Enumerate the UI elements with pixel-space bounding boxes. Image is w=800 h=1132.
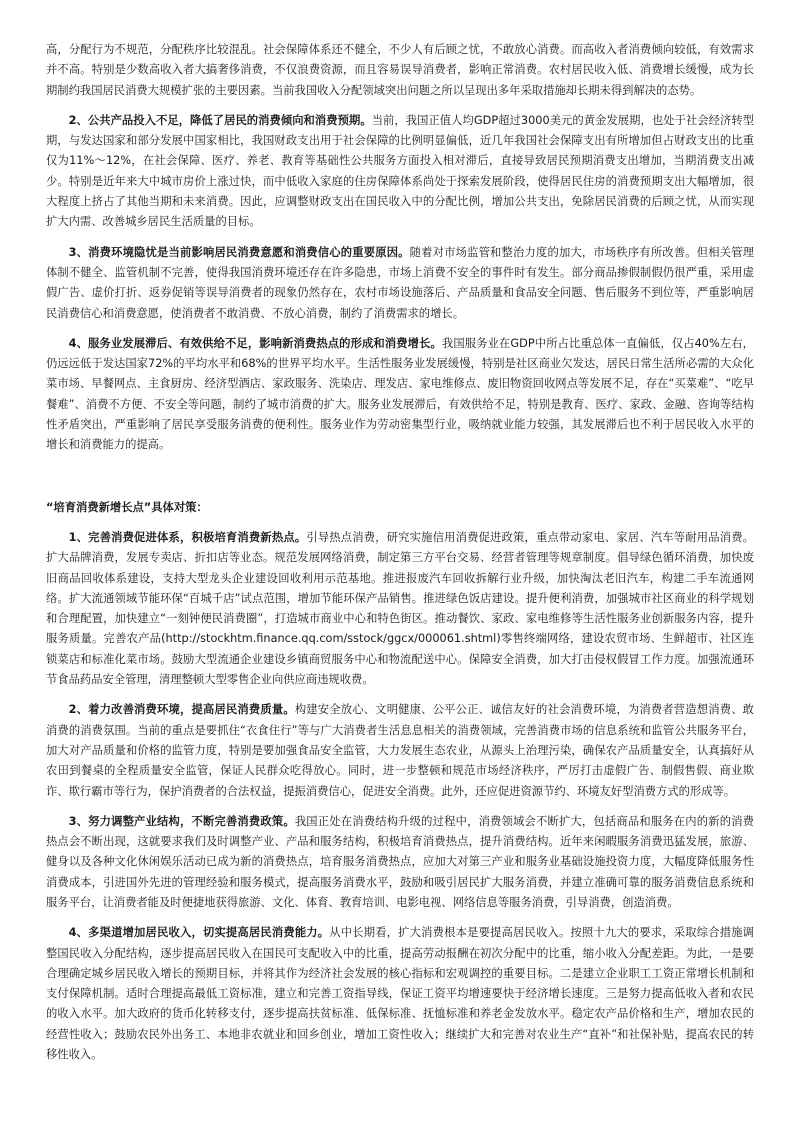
measure-3-body: 我国正处在消费结构升级的过程中，消费领域会不断扩大，包括商品和服务在内的新的消费热点会不断出现，这就要求我们及时调整产业、产品和服务结构，积极培育消费热点，提升消费结构。近年来闲暇服务消费迅猛发展，旅游、健身以及各种文化休闲娱乐活动已成为新的消费热点，培育服务消费热点，应加大对第三产业和服务业基础设施投资力度，大幅度降低服务性消费成本，引进国外先进的管理经验和服务模式，提高服务消费水平，鼓励和吸引居民扩大服务消费，并建立准确可靠的服务消费信息系统和服务平台，让消费者能及时便捷地获得旅游、文化、体育、教育培训、电影电视、网络信息等服务消费，引导消费，创造消费。 xyxy=(46,814,754,909)
measure-4-lead: 4、多渠道增加居民收入，切实提高居民消费能力。 xyxy=(68,926,330,940)
problem-paragraph-4 xyxy=(46,334,754,456)
measure-1-body: 引导热点消费，研究实施信用消费促进政策，重点带动家电、家居、汽车等耐用品消费。扩大品牌消费，发展专卖店、折扣店等业态。规范发展网络消费，制定第三方平台交易、经营者管理等规章制度。倡导绿色循环消费，加快废旧商品回收体系建设，支持大型龙头企业建设回收利用示范基地。推进报废汽车回收拆解行业升级，加快淘汰老旧汽车，构建二手车流通网络。扩大流通领域节能环保“百城千店”试点范围，增加节能环保产品销售。推进绿色饭店建设。提升便利消费，加强城市社区商业的科学规划和合理配置，加快建立“一刻钟便民消费圈”，打造城市商业中心和特色街区。推动餐饮、家政、家电维修等生活性服务业创新服务内容，提升服务质量。完善农产品(http://stockhtm.finance.qq.com/sstock/ggcx/000061.shtml)零售终端网络，建设农贸市场、生鲜超市、社区连锁菜店和标准化菜市场。鼓励大型流通企业建设乡镇商贸服务中心和物流配送中心。保障安全消费，加大打击侵权假冒工作力度。加强流通环节食品药品安全管理，清理整顿大型零售企业向供应商违规收费。 xyxy=(46,530,754,687)
measure-3-lead: 3、努力调整产业结构，不断完善消费政策。 xyxy=(68,814,295,828)
continuation-text: 高，分配行为不规范，分配秩序比较混乱。社会保障体系还不健全，不少人有后顾之忧，不敢放心消费。而高收入者消费倾向较低，有效需求并不高。特别是少数高收入者大搞奢侈消费，不仅浪费资源，而且容易误导消费者，影响正常消费。农村居民收入低、消费增长缓慢，成为长期制约我国居民消费大规模扩张的主要因素。当前我国收入分配领域突出问题之所以呈现出多年采取措施却长期未得到解决的态势。 xyxy=(46,43,754,97)
problem-paragraph-2 xyxy=(46,111,754,233)
measure-paragraph-2 xyxy=(46,700,754,801)
problem-4-body: 我国服务业在GDP中所占比重总体一直偏低，仅占40%左右，仍远远低于发达国家72%的平均水平和68%的世界平均水平。生活性服务业发展缓慢，特别是社区商业欠发达，居民日常生活所必需的大众化菜市场、早餐网点、主食厨房、经济型酒店、家政服务、洗染店、理发店、家电维修点、废旧物资回收网点等发展不足，存在“买菜难”、“吃早餐难”、消费不方便、不安全等问题，制约了城市消费的扩大。服务业发展滞后，有效供给不足，特别是教育、医疗、家政、金融、咨询等结构性矛盾突出，严重影响了居民享受服务消费的便利性。服务业作为劳动密集型行业，吸纳就业能力较强，其发展滞后也不利于居民收入水平的增长和消费能力的提高。 xyxy=(46,336,754,452)
section-heading: “培育消费新增长点”具体对策： xyxy=(46,500,208,514)
measure-2-lead: 2、着力改善消费环境，提高居民消费质量。 xyxy=(68,703,295,717)
problem-3-body: 随着对市场监管和整治力度的加大，市场秩序有所改善。但相关管理体制不健全、监管机制不完善，使得我国消费环境还存在许多隐患，市场上消费不安全的事件时有发生。部分商品掺假制假仍很严重，采用虚假广告、虚价打折、返券促销等误导消费者的现象仍然存在，农村市场设施落后、产品质量和食品安全问题、售后服务不到位等，严重影响居民消费信心和消费意愿，使消费者不敢消费、不放心消费，制约了消费需求的增长。 xyxy=(46,245,754,320)
continuation-paragraph xyxy=(46,40,754,101)
measure-paragraph-1 xyxy=(46,528,754,690)
problem-2-body: 当前，我国正值人均GDP超过3000美元的黄金发展期，也处于社会经济转型期，与发达国家和部分发展中国家相比，我国财政支出用于社会保障的比例明显偏低，近几年我国社会保障支出有所增加但占财政支出的比重仅为11%～12%，在社会保障、医疗、养老、教育等基础性公共服务方面投入相对滞后，直接导致居民预期消费支出增加，当期消费支出减少。特别是近年来大中城市房价上涨过快，而中低收入家庭的住房保障体系尚处于探索发展阶段，使得居民住房的消费预期支出大幅增加，很大程度上挤占了其他当期和未来消费。因此，应调整财政支出在国民收入中的分配比例，增加公共支出，免除居民消费的后顾之忧，从而实现扩大内需、改善城乡居民生活质量的目标。 xyxy=(46,113,754,229)
problem-paragraph-3 xyxy=(46,243,754,324)
measure-paragraph-3 xyxy=(46,812,754,913)
problem-4-lead: 4、服务业发展滞后、有效供给不足，影响新消费热点的形成和消费增长。 xyxy=(68,336,442,350)
measure-4-body: 从中长期看，扩大消费根本是要提高居民收入。按照十九大的要求，采取综合措施调整国民收入分配结构，逐步提高居民收入在国民可支配收入中的比重，提高劳动报酬在初次分配中的比重，缩小收入分配差距。为此，一是要合理确定城乡居民收入增长的预期目标，并将其作为经济社会发展的核心指标和宏观调控的重要目标。二是建立企业职工工资正常增长机制和支付保障机制。适时合理提高最低工资标准，建立和完善工资指导线，保证工资平均增速要快于经济增长速度。三是努力提高低收入者和农民的收入水平。加大政府的货币化转移支付，逐步提高扶贫标准、低保标准、抚恤标准和养老金发放水平。稳定农产品价格和生产，增加农民的经营性收入；鼓励农民外出务工、本地非农就业和回乡创业，增加工资性收入；继续扩大和完善对农业生产“直补”和社保补贴，提高农民的转移性收入。 xyxy=(46,926,754,1062)
measure-1-lead: 1、完善消费促进体系，积极培育消费新热点。 xyxy=(68,530,307,544)
problem-2-lead: 2、公共产品投入不足，降低了居民的消费倾向和消费预期。 xyxy=(68,113,372,127)
problem-3-lead: 3、消费环境隐忧是当前影响居民消费意愿和消费信心的重要原因。 xyxy=(68,245,410,259)
measure-2-body: 构建安全放心、文明健康、公平公正、诚信友好的社会消费环境，为消费者营造想消费、敢消费的消费氛围。当前的重点是要抓住“衣食住行”等与广大消费者生活息息相关的消费领域，完善消费市场的信息系统和监管公共服务平台，加大对产品质量和价格的监管力度，特别是要加强食品安全监管，大力发展生态农业，从源头上治理污染，确保农产品质量安全，认真搞好从农田到餐桌的全程质量安全监管，保证人民群众吃得放心。同时，进一步整顿和规范市场经济秩序，严厉打击虚假广告、制假售假、商业欺诈、欺行霸市等行为，保护消费者的合法权益，提振消费信心，促进安全消费。此外，还应促进资源节约、环境友好型消费方式的形成等。 xyxy=(46,703,754,798)
measure-paragraph-4 xyxy=(46,923,754,1065)
